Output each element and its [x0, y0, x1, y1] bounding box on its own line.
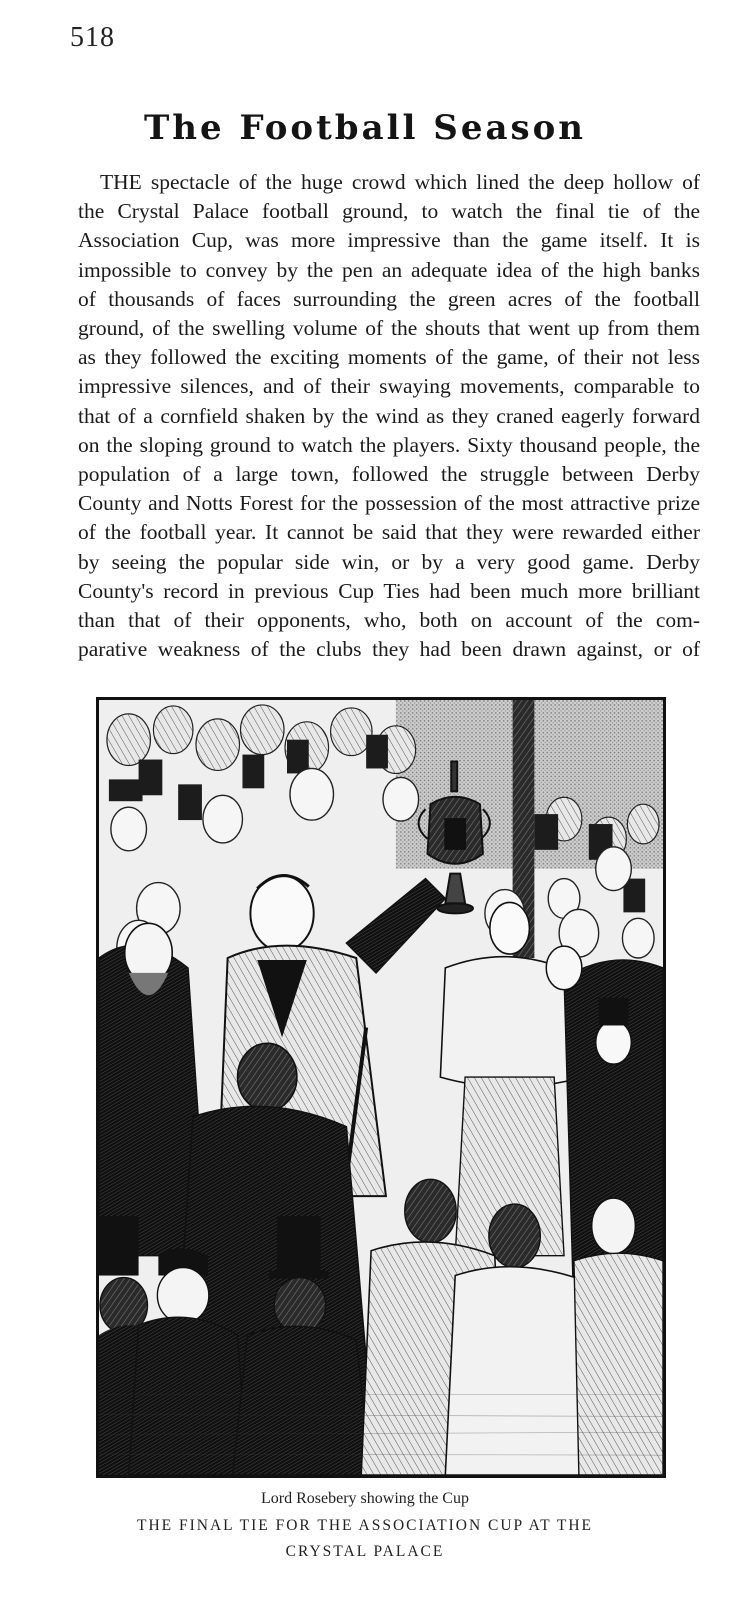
- text-line: than that of their opponents, who, both on account of the com-: [78, 608, 700, 633]
- text-line: the Crystal Palace football ground, to watch the final tie of the: [78, 199, 700, 224]
- text-line: impressive silences, and of their swaying movements, comparable to: [78, 374, 700, 399]
- text-line: parative weakness of the clubs they had been drawn against, or of: [78, 637, 700, 662]
- text-line: impossible to convey by the pen an adequate idea of the high banks: [78, 257, 700, 282]
- text-line: on the sloping ground to watch the players. Sixty thousand people, the: [78, 432, 700, 457]
- figure-title-line-1: THE FINAL TIE FOR THE ASSOCIATION CUP AT THE: [136, 1517, 593, 1534]
- running-head: The Football Season: [143, 108, 587, 148]
- text-line: Association Cup, was more impressive than the game itself. It is: [78, 228, 700, 253]
- text-line: ground, of the swelling volume of the shouts that went up from them: [78, 316, 700, 341]
- text-line: County's record in previous Cup Ties had been much more brilliant: [78, 578, 700, 603]
- text-line: County and Notts Forest for the possession of the most attractive prize: [78, 491, 700, 516]
- text-line: population of a large town, followed the struggle between Derby: [78, 462, 700, 487]
- text-line: of thousands of faces surrounding the green acres of the football: [78, 286, 700, 311]
- article-body: [78, 168, 700, 664]
- text-line: that of a cornfield shaken by the wind as they craned eagerly forward: [78, 403, 700, 428]
- figure-caption: Lord Rosebery showing the Cup: [261, 1490, 469, 1507]
- crowd-engraving: [99, 700, 663, 1475]
- text-line: as they followed the exciting moments of the game, of their not less: [78, 345, 700, 370]
- illustration: [96, 697, 666, 1478]
- text-line: THE spectacle of the huge crowd which lined the deep hollow of: [100, 170, 700, 194]
- text-line: of the football year. It cannot be said that they were rewarded either: [78, 520, 700, 545]
- figure-title-line-2: CRYSTAL PALACE: [285, 1543, 445, 1560]
- page-number: 518: [70, 22, 115, 53]
- text-line: by seeing the popular side win, or by a very good game. Derby: [78, 549, 700, 574]
